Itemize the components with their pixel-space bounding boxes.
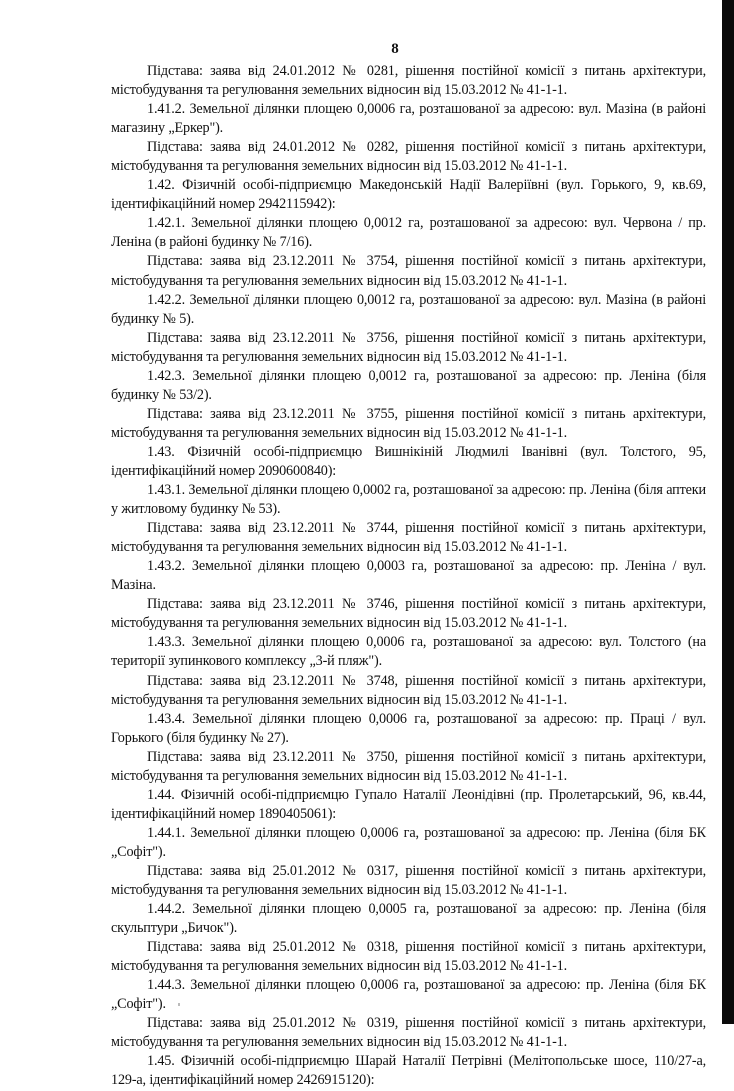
document-body: [111, 62, 706, 1091]
basis-paragraph: Підстава: заява від 25.01.2012 № 0318, рішення постійної комісії з питань архітектури, містобудування та регулювання земельних відносин від 15.03.2012 № 41-1-1.: [111, 939, 706, 975]
plot-paragraph: 1.42.1. Земельної ділянки площею 0,0012 га, розташованої за адресою: вул. Червона / пр. Леніна (в районі будинку № 7/16).: [111, 215, 706, 251]
basis-paragraph: Підстава: заява від 23.12.2011 № 3744, рішення постійної комісії з питань архітектури, містобудування та регулювання земельних відносин від 15.03.2012 № 41-1-1.: [111, 520, 706, 556]
basis-paragraph: Підстава: заява від 23.12.2011 № 3755, рішення постійної комісії з питань архітектури, містобудування та регулювання земельних відносин від 15.03.2012 № 41-1-1.: [111, 405, 706, 441]
entrepreneur-paragraph: 1.42. Фізичній особі-підприємцю Македонській Надії Валеріївні (вул. Горького, 9, кв.69, ідентифікаційний номер 2942115942):: [111, 177, 706, 213]
basis-paragraph: Підстава: заява від 23.12.2011 № 3756, рішення постійної комісії з питань архітектури, містобудування та регулювання земельних відносин від 15.03.2012 № 41-1-1.: [111, 329, 706, 365]
basis-paragraph: Підстава: заява від 24.01.2012 № 0281, рішення постійної комісії з питань архітектури, містобудування та регулювання земельних відносин від 15.03.2012 № 41-1-1.: [111, 63, 706, 99]
entrepreneur-paragraph: 1.45. Фізичній особі-підприємцю Шарай Наталії Петрівні (Мелітопольське шосе, 110/27-а, 129-а, ідентифікаційний номер 2426915120):: [111, 1053, 706, 1089]
basis-paragraph: Підстава: заява від 24.01.2012 № 0282, рішення постійної комісії з питань архітектури, містобудування та регулювання земельних відносин від 15.03.2012 № 41-1-1.: [111, 139, 706, 175]
basis-paragraph: Підстава: заява від 23.12.2011 № 3748, рішення постійної комісії з питань архітектури, містобудування та регулювання земельних відносин від 15.03.2012 № 41-1-1.: [111, 672, 706, 708]
entrepreneur-paragraph: 1.43. Фізичній особі-підприємцю Вишнікіній Людмилі Іванівні (вул. Толстого, 95, ідентифікаційний номер 2090600840):: [111, 443, 706, 479]
plot-paragraph: 1.44.3. Земельної ділянки площею 0,0006 га, розташованої за адресою: пр. Леніна (біля БК „Софіт").: [111, 977, 706, 1013]
basis-paragraph: Підстава: заява від 23.12.2011 № 3746, рішення постійної комісії з питань архітектури, містобудування та регулювання земельних відносин від 15.03.2012 № 41-1-1.: [111, 596, 706, 632]
basis-paragraph: Підстава: заява від 25.01.2012 № 0317, рішення постійної комісії з питань архітектури, містобудування та регулювання земельних відносин від 15.03.2012 № 41-1-1.: [111, 862, 706, 899]
basis-paragraph: Підстава: заява від 23.12.2011 № 3750, рішення постійної комісії з питань архітектури, містобудування та регулювання земельних відносин від 15.03.2012 № 41-1-1.: [111, 748, 706, 784]
plot-paragraph: 1.43.2. Земельної ділянки площею 0,0003 га, розташованої за адресою: пр. Леніна / вул. Мазіна.: [111, 558, 706, 594]
basis-paragraph: Підстава: заява від 25.01.2012 № 0319, рішення постійної комісії з питань архітектури, містобудування та регулювання земельних відносин від 15.03.2012 № 41-1-1.: [111, 1015, 706, 1051]
plot-paragraph: 1.44.2. Земельної ділянки площею 0,0005 га, розташованої за адресою: пр. Леніна (біля скульптури „Бичок").: [111, 901, 706, 937]
plot-paragraph: 1.41.2. Земельної ділянки площею 0,0006 га, розташованої за адресою: вул. Мазіна (в районі магазину „Еркер").: [111, 101, 706, 137]
scan-page-edge: [722, 0, 734, 1024]
entrepreneur-paragraph: 1.44. Фізичній особі-підприємцю Гупало Наталії Леонідівні (пр. Пролетарський, 96, кв.44, ідентифікаційний номер 1890405061):: [111, 786, 706, 822]
plot-paragraph: 1.44.1. Земельної ділянки площею 0,0006 га, розташованої за адресою: пр. Леніна (біля БК „Софіт").: [111, 824, 706, 860]
plot-paragraph: 1.43.4. Земельної ділянки площею 0,0006 га, розташованої за адресою: пр. Праці / вул. Горького (біля будинку № 27).: [111, 710, 706, 746]
plot-paragraph: 1.42.2. Земельної ділянки площею 0,0012 га, розташованої за адресою: вул. Мазіна (в районі будинку № 5).: [111, 291, 706, 327]
plot-paragraph: 1.42.3. Земельної ділянки площею 0,0012 га, розташованої за адресою: пр. Леніна (біля будинку № 53/2).: [111, 367, 706, 403]
plot-paragraph: 1.43.3. Земельної ділянки площею 0,0006 га, розташованої за адресою: вул. Толстого (на території зупинкового комплексу „3-й пляж").: [111, 634, 706, 670]
basis-paragraph: Підстава: заява від 23.12.2011 № 3754, рішення постійної комісії з питань архітектури, містобудування та регулювання земельних відносин від 15.03.2012 № 41-1-1.: [111, 253, 706, 289]
scan-speck: [178, 1003, 180, 1006]
page-number: 8: [391, 41, 399, 57]
plot-paragraph: 1.43.1. Земельної ділянки площею 0,0002 га, розташованої за адресою: пр. Леніна (біля аптеки у житловому будинку № 53).: [111, 482, 706, 518]
